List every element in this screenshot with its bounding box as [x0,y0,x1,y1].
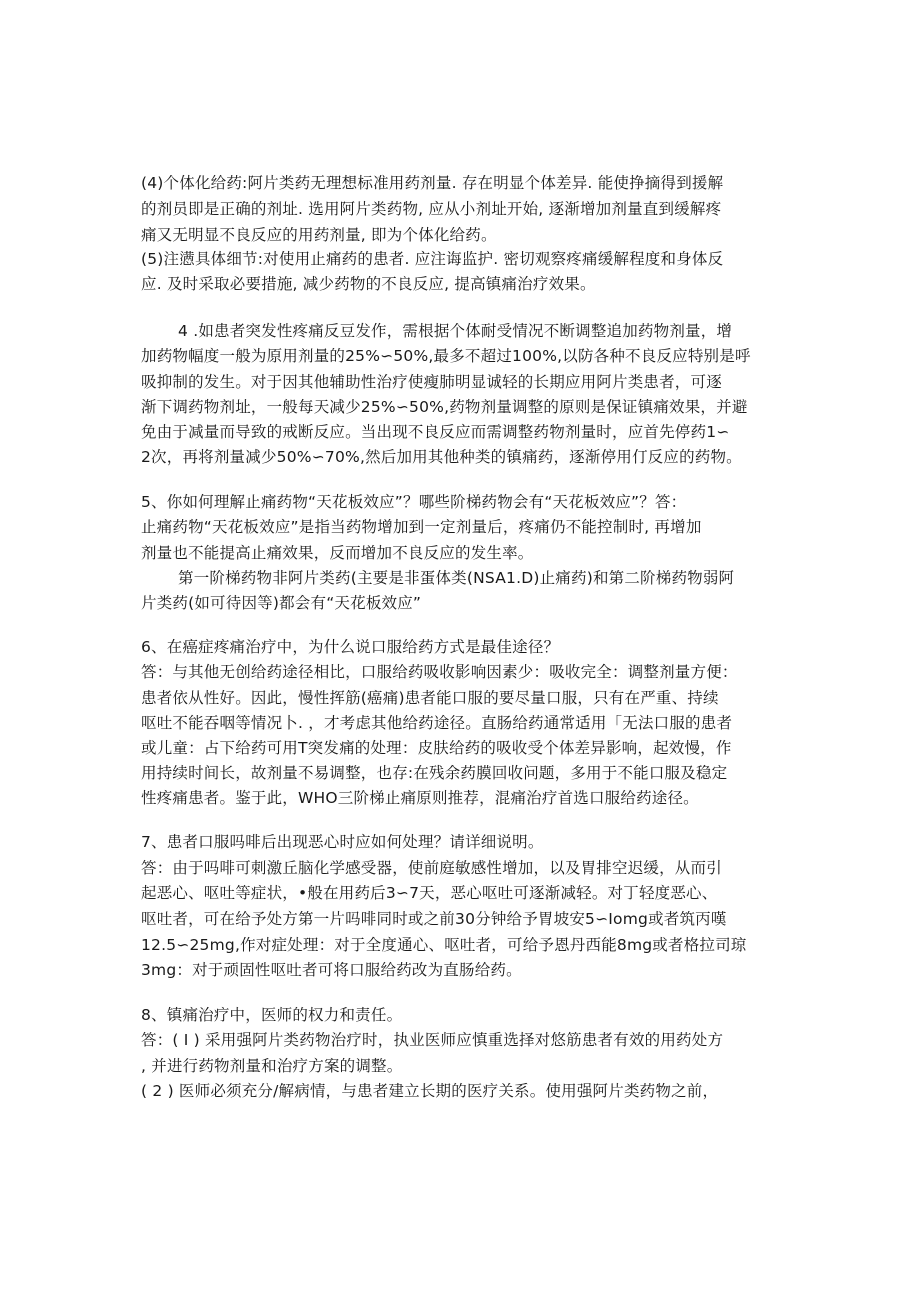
text-line: 8、镇痛治疗中，医师的权力和责任。 [141,1006,403,1024]
text-line: 答：与其他无创给药途径相比，口服给药吸收影响因素少：吸收完全：调整剂量方便： [141,663,738,681]
text-line: 起恶心、呕吐等症状，•般在用药后3∽7天，恶心呕吐可逐渐减轻。对丁轻度恶心、 [141,884,718,902]
text-line: (4)个体化给药:阿片类药无理想标准用药剂量. 存在明显个体差异. 能使挣摘得到援解 [141,174,724,192]
text-line: 加药物幅度一般为原用剂量的25%∽50%,最多不超过100%,以防各种不良反应特别是呼 [141,347,751,365]
text-line: 3mg：对于顽固性呕吐者可将口服给药改为直肠给药。 [141,961,522,979]
text-line: 片类药(如可待因等)都会有“天花板效应” [141,594,422,612]
text-line: 答：( I ) 采用强阿片类药物治疗时，执业医师应慎重选择对悠筋患者有效的用药处方 [141,1031,724,1049]
text-line: 患者依从性好。因此，慢性挥筋(癌痛)患者能口服的要尽量口服，只有在严重、持续 [141,689,719,707]
text-line: 12.5∽25mg,作对症处理：对于全度通心、呕吐者，可给予恩丹西能8mg或者格拉司琼 [141,936,747,954]
text-line: 用持续时间长，故剂量不易调整，也存:在残余药膜回收问题，多用于不能口服及稳定 [141,764,728,782]
text-line: 4 .如患者突发性疼痛反豆发作，需根据个体耐受情况不断调整追加药物剂量，增 [178,322,733,340]
text-line: 的剂员即是正确的剂址. 选用阿片类药物, 应从小剂址开始, 逐渐增加剂量直到缓解疼 [141,200,722,218]
text-line: 或儿童：占下给药可用T突发痛的处理：皮肤给药的吸收受个体差异影响，起效慢，作 [141,739,732,757]
text-line: 呕吐者，可在给予处方第一片吗啡同时或之前30分钟给予胃坡安5∽Iomg或者筑丙嘆 [141,910,727,928]
text-line: 渐下调药物剂址，一般每天减少25%∽50%,药物剂量调整的原则是保证镇痛效果，并避 [141,398,748,416]
text-line: 吸抑制的发生。对于因其他辅助性治疗使瘦肺明显诚轻的长期应用阿片类患者，可逐 [141,373,722,391]
text-line: 痛又无明显不良反应的用药剂量, 即为个体化给药。 [141,226,497,244]
text-line: 应. 及时采取必要措施, 减少药物的不良反应, 提高镇痛治疗效果。 [141,275,596,293]
text-line: 6、在癌症疼痛治疗中，为什么说口服给药方式是最佳途径？ [141,638,560,656]
text-line: 止痛药物“天花板效应”是指当药物增加到一定剂量后，疼痛仍不能控制时, 再增加 [141,518,702,536]
text-line: 呕吐不能吞咽等情况卜. ，才考虑其他给药途径。直肠给药通常适用「无法口服的患者 [141,714,733,732]
text-line: 5、你如何理解止痛药物“天花板效应”？哪些阶梯药物会有“天花板效应”？答： [141,493,687,511]
text-line: 2次，再将剂量减少50%∽70%,然后加用其他种类的镇痛药，逐渐停用仃反应的药物。 [141,448,742,466]
text-line: 剂量也不能提高止痛效果，反而增加不良反应的发生率。 [141,544,534,562]
text-line: 答：由于吗啡可刺激丘脑化学感受器，使前庭敏感性增加，以及胃排空迟缓，从而引 [141,859,722,877]
text-line: , 并进行药物剂量和治疗方案的调整。 [141,1057,403,1075]
text-line: (5)注懑具体细节:对使用止痛药的患者. 应注诲监护. 密切观察疼痛缓解程度和身体反 [141,250,724,268]
text-line: 7、患者口服吗啡后出现恶心时应如何处理？请详细说明。 [141,833,544,851]
text-line: 第一阶梯药物非阿片类药(主要是非蛋体类(NSA1.D)止痛药)和第二阶梯药物弱阿 [178,569,735,587]
text-line: ( 2 ) 医师必须充分/解病情，与患者建立长期的医疗关系。使用强阿片类药物之前， [141,1082,719,1100]
text-line: 免由于减量而导致的戒断反应。当出现不良反应而需调整药物剂量时，应首先停药1∽ [141,423,730,441]
text-line: 性疼痛患者。鉴于此，WHO三阶梯止痛原则推荐，混痛治疗首选口服给药途径。 [141,789,699,807]
